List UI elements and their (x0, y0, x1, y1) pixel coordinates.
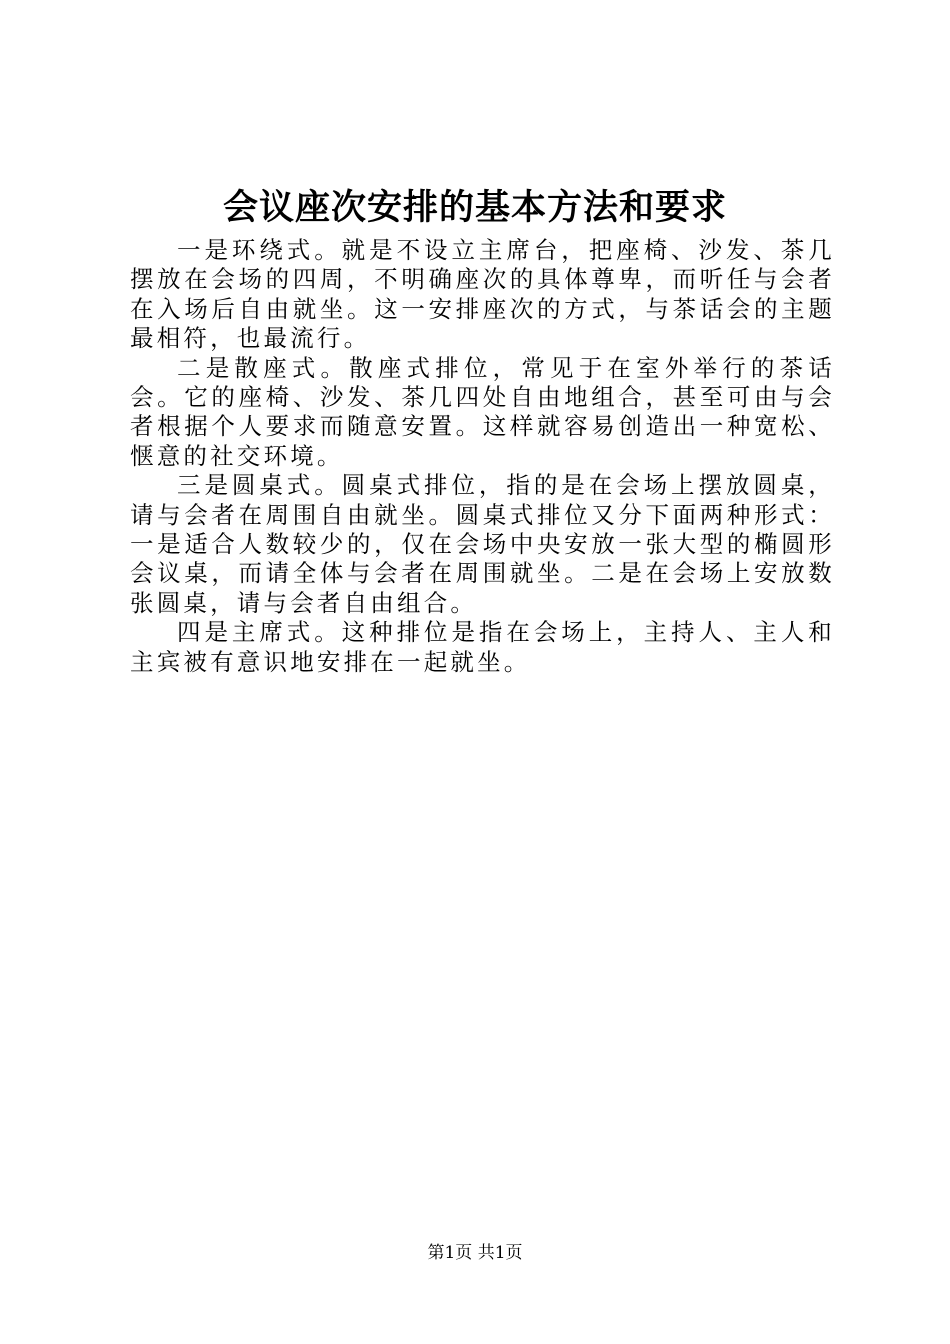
paragraph-scattered-style: 二是散座式。散座式排位，常见于在室外举行的茶话会。它的座椅、沙发、茶几四处自由地组合，甚至可由与会者根据个人要求而随意安置。这样就容易创造出一种宽松、惬意的社交环境。 (130, 353, 835, 470)
page-number-footer: 第1页 共1页 (427, 1243, 523, 1263)
paragraph-head-table-style: 四是主席式。这种排位是指在会场上，主持人、主人和主宾被有意识地安排在一起就坐。 (130, 618, 835, 676)
paragraph-surround-style: 一是环绕式。就是不设立主席台，把座椅、沙发、茶几摆放在会场的四周，不明确座次的具体尊卑，而听任与会者在入场后自由就坐。这一安排座次的方式，与茶话会的主题最相符，也最流行。 (130, 236, 835, 353)
paragraph-round-table-style: 三是圆桌式。圆桌式排位，指的是在会场上摆放圆桌，请与会者在周围自由就坐。圆桌式排位又分下面两种形式：一是适合人数较少的，仅在会场中央安放一张大型的椭圆形会议桌，而请全体与会者在周围就坐。二是在会场上安放数张圆桌，请与会者自由组合。 (130, 471, 835, 617)
document-title: 会议座次安排的基本方法和要求 (222, 187, 727, 228)
document-body (130, 236, 835, 677)
